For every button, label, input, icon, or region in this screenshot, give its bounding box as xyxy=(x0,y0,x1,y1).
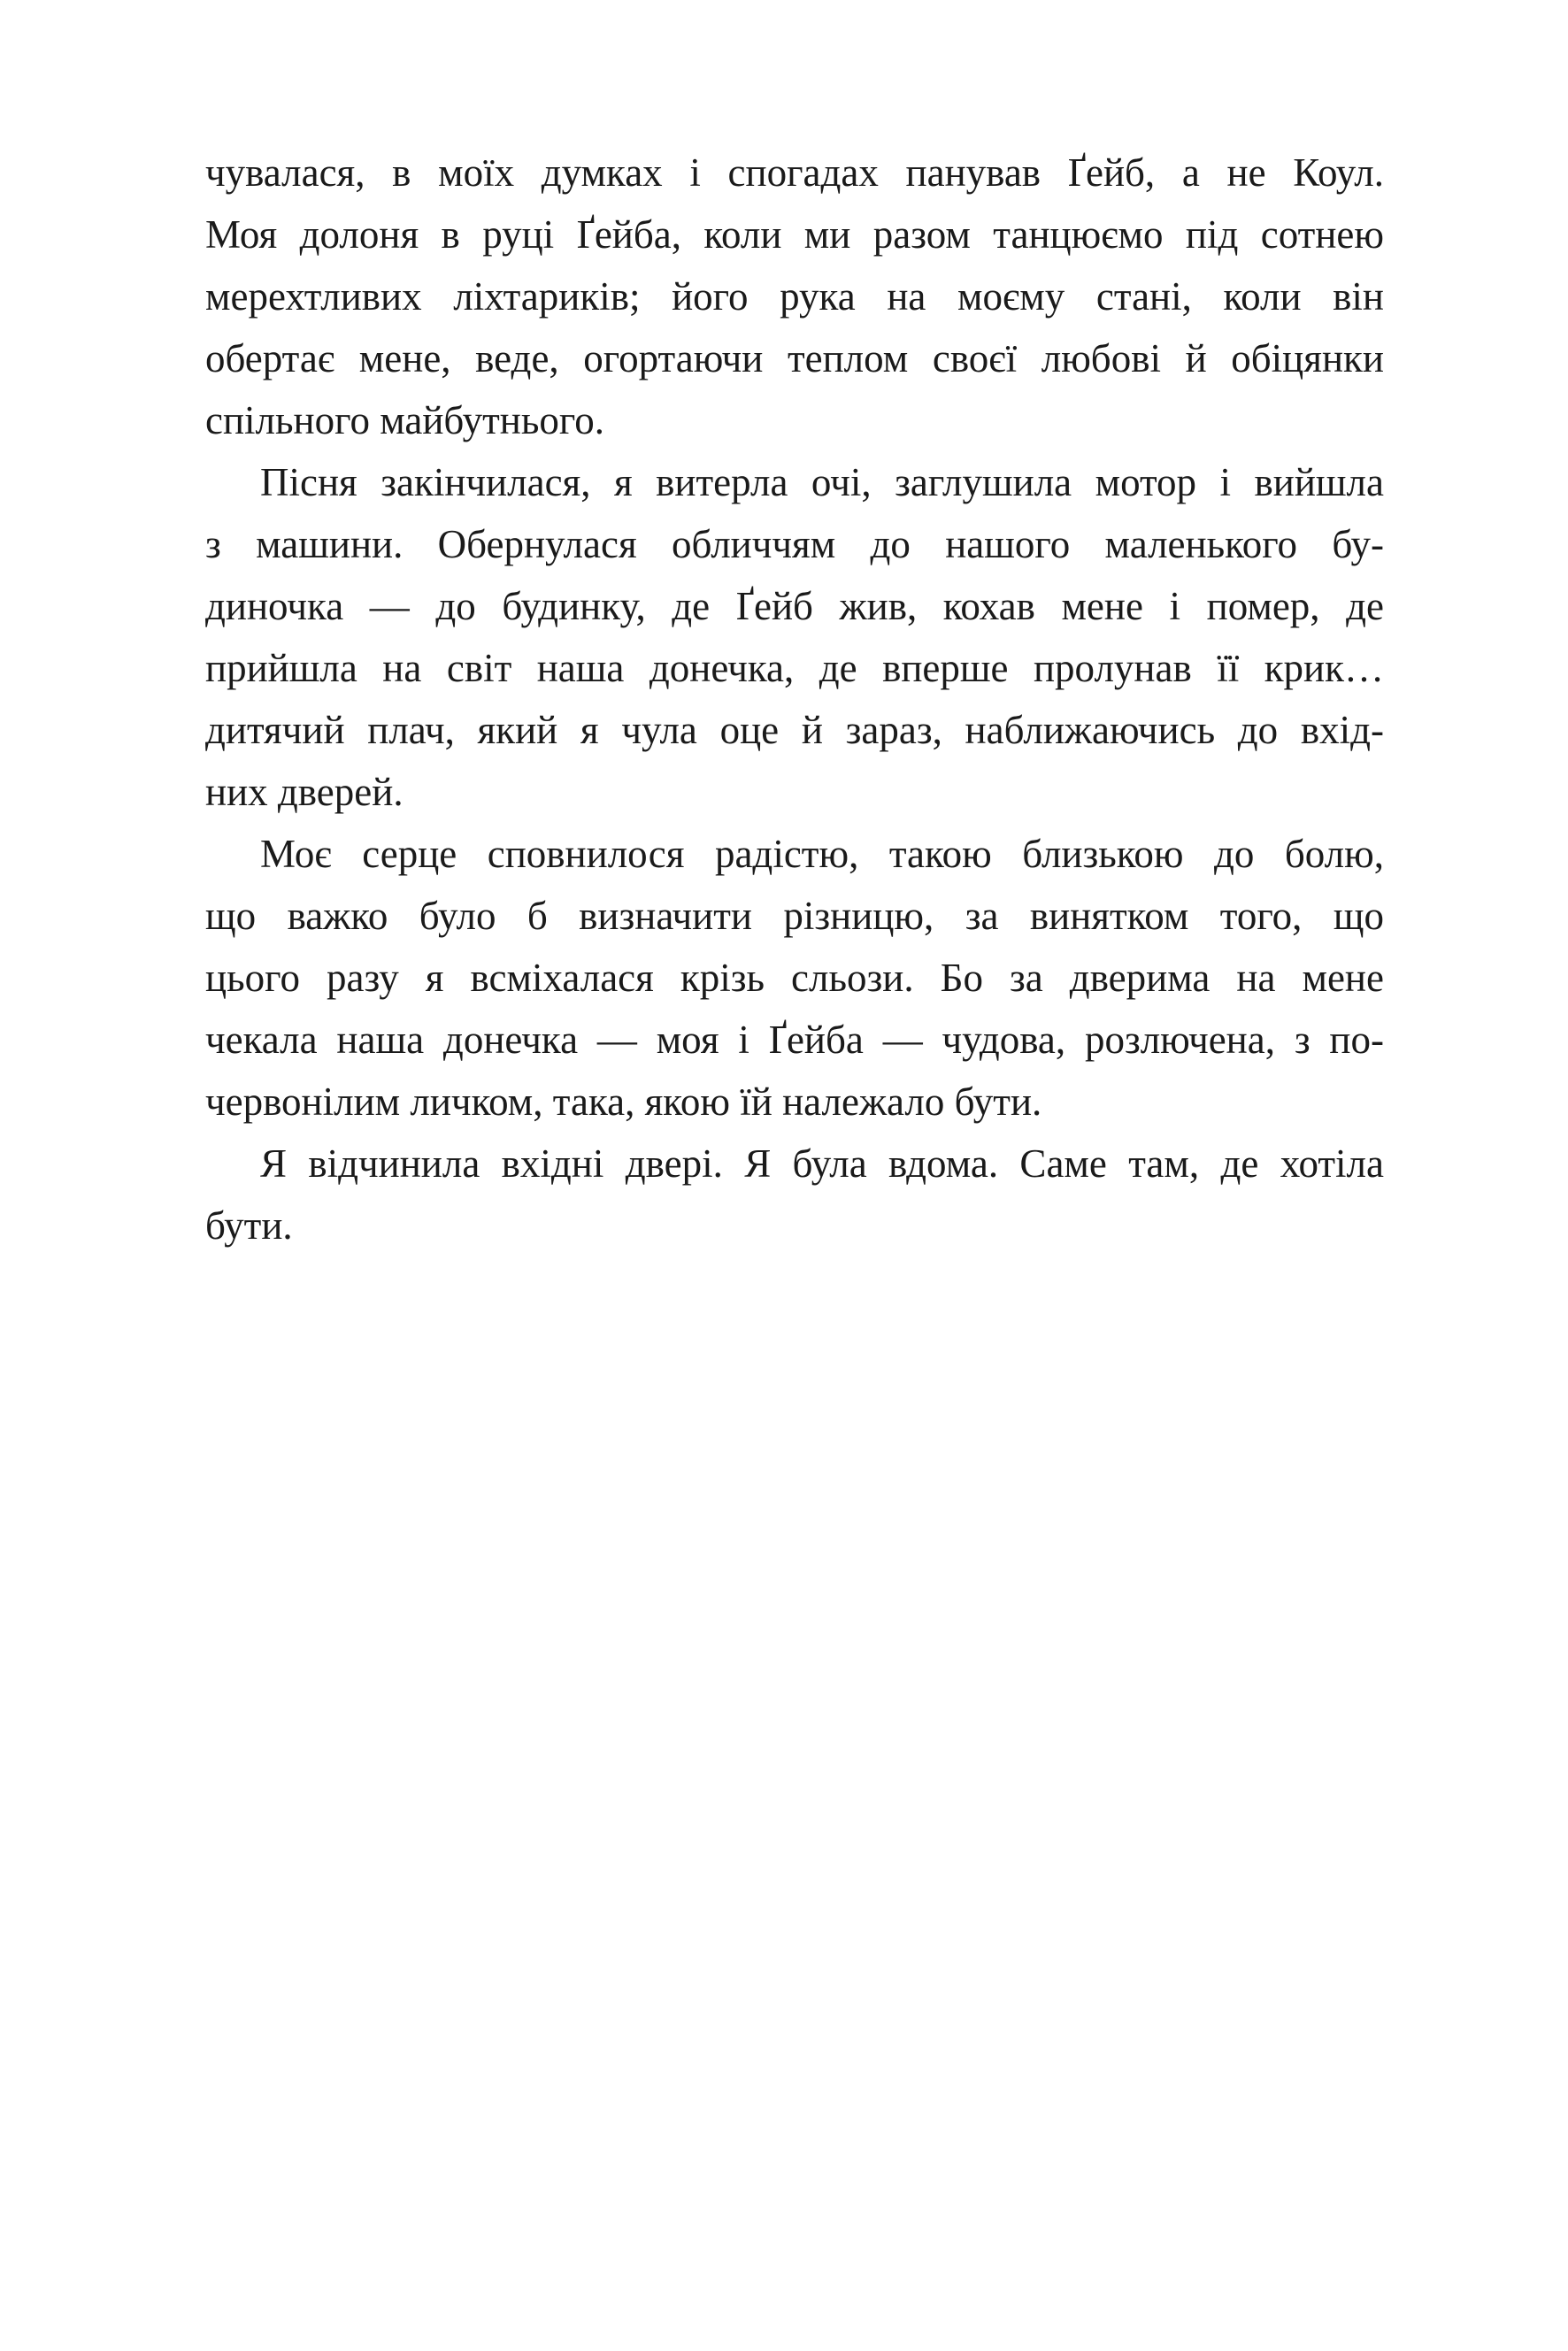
text-line: спільного майбутнього. xyxy=(205,398,604,442)
text-line: Моя долоня в руці Ґейба, коли ми разом танцюємо під сотнею xyxy=(205,212,1384,257)
text-line: чекала наша донечка — моя і Ґейба — чудова, розлючена, з по- xyxy=(205,1018,1384,1062)
text-line: прийшла на світ наша донечка, де вперше пролунав її крик… xyxy=(205,646,1384,690)
text-line: з машини. Обернулася обличчям до нашого маленького бу- xyxy=(205,522,1384,566)
text-line: них дверей. xyxy=(205,770,404,814)
text-line: Моє серце сповнилося радістю, такою близькою до болю, xyxy=(260,832,1384,876)
paragraph-4 xyxy=(205,1133,1384,1256)
text-line: що важко було б визначити різницю, за винятком того, що xyxy=(205,894,1384,938)
text-line: мерехтливих ліхтариків; його рука на моєму стані, коли він xyxy=(205,274,1384,319)
text-line: обертає мене, веде, огортаючи теплом своєї любові й обіцянки xyxy=(205,336,1384,380)
text-line: чувалася, в моїх думках і спогадах панував Ґейб, а не Коул. xyxy=(205,150,1384,195)
body-text xyxy=(205,142,1384,1256)
text-line: цього разу я всміхалася крізь сльози. Бо за дверима на мене xyxy=(205,956,1384,1000)
text-line: диночка — до будинку, де Ґейб жив, кохав мене і помер, де xyxy=(205,584,1384,628)
text-line: дитячий плач, який я чула оце й зараз, наближаючись до вхід- xyxy=(205,708,1384,752)
paragraph-2 xyxy=(205,451,1384,823)
paragraph-1 xyxy=(205,142,1384,451)
text-line: Пісня закінчилася, я витерла очі, заглушила мотор і вийшла xyxy=(260,460,1384,504)
text-line: Я відчинила вхідні двері. Я була вдома. Саме там, де хотіла xyxy=(260,1141,1384,1186)
text-line: червонілим личком, така, якою їй належало бути. xyxy=(205,1079,1042,1124)
paragraph-3 xyxy=(205,823,1384,1133)
text-line: бути. xyxy=(205,1203,293,1248)
